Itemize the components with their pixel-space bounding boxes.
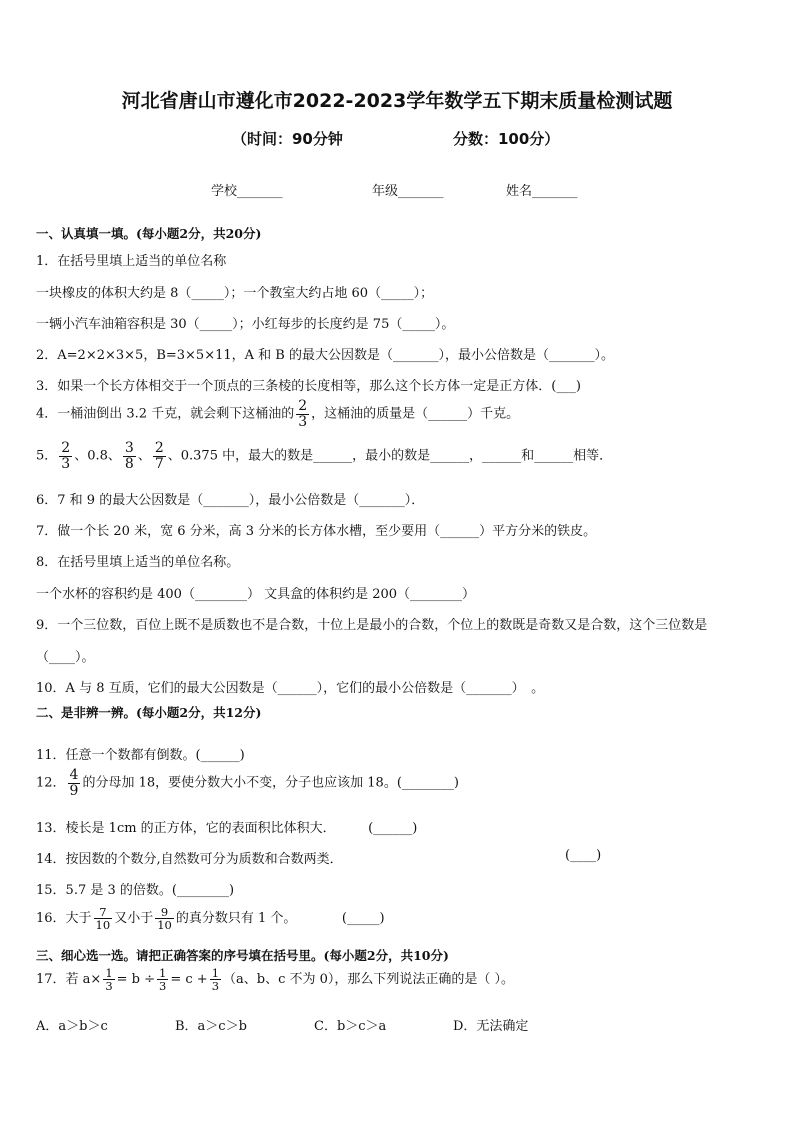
name-field: 姓名_______ (506, 184, 578, 199)
exam-time: （时间：90分钟 (232, 130, 343, 148)
fraction-four-ninths: $\frac{4}{9}$ (69, 767, 79, 799)
question-5-number: 5． (36, 448, 58, 464)
option-a: A．a＞b＞c (36, 1019, 108, 1034)
question-4 (36, 399, 519, 429)
question-16-text-mid: 又小于 (114, 911, 154, 927)
question-13: 13．棱长是 1cm 的正方体，它的表面积比体积大． (______) (36, 821, 418, 836)
exam-score: 分数：100分） (453, 130, 560, 148)
question-1: 1．在括号里填上适当的单位名称 (36, 254, 227, 269)
question-17-text: 17．若 a× (36, 972, 102, 988)
question-2: 2．A=2×2×3×5，B=3×5×11，A 和 B 的最大公因数是（_______），最小公倍数是（_______）。 (36, 348, 614, 363)
question-14: 14．按因数的个数分,自然数可分为质数和合数两类． (36, 852, 343, 867)
question-17 (36, 967, 514, 992)
question-16-text: 16．大于 (36, 911, 92, 927)
question-9b: （____）。 (36, 650, 95, 665)
question-16 (36, 906, 385, 931)
question-8: 8．在括号里填上适当的单位名称。 (36, 555, 240, 570)
fraction-nine-tenths: $\frac{9}{10}$ (157, 905, 172, 933)
question-1b: 一辆小汽车油箱容积是 30（_____）；小红每步的长度约是 75（_____）。 (36, 317, 455, 332)
question-4-text: 4．一桶油倒出 3.2 千克，就会剩下这桶油的 (36, 406, 295, 422)
fraction-seven-tenths: $\frac{7}{10}$ (95, 905, 111, 933)
option-c: C．b＞c＞a (314, 1019, 387, 1034)
fraction-one-third: $\frac{1}{3}$ (105, 966, 113, 994)
section-3-heading: 三、细心选一选。请把正确答案的序号填在括号里。(每小题2分，共10分) (36, 948, 449, 963)
question-5 (36, 441, 612, 471)
question-16-text-end: 的真分数只有 1 个。 (_____) (175, 911, 385, 927)
question-14-answer: (____) (565, 848, 602, 863)
fraction-two-thirds: $\frac{2}{3}$ (61, 440, 71, 472)
fraction-one-third: $\frac{1}{3}$ (159, 966, 167, 994)
question-5-text: 、0.8、 (74, 448, 121, 464)
school-field: 学校_______ (211, 184, 283, 199)
grade-field: 年级_______ (372, 184, 444, 199)
option-b: B．a＞c＞b (175, 1019, 247, 1034)
question-15: 15．5.7 是 3 的倍数。(________) (36, 883, 235, 898)
question-6: 6．7 和 9 的最大公因数是（_______），最小公倍数是（_______）． (36, 493, 425, 508)
question-9: 9．一个三位数，百位上既不是质数也不是合数，十位上是最小的合数，个位上的数既是奇数又是合数，这个三位数是 (36, 618, 708, 633)
question-4-text-end: ，这桶油的质量是（______）千克。 (311, 406, 520, 422)
option-d: D．无法确定 (453, 1019, 529, 1034)
question-12-number: 12． (36, 775, 66, 791)
section-1-heading: 一、认真填一填。(每小题2分，共20分) (36, 226, 262, 241)
question-17-text-end: （a、b、c 不为 0），那么下列说法正确的是（ ）。 (223, 972, 515, 988)
question-17-text-c: = c + (170, 972, 208, 988)
question-17-text-b: = b ÷ (116, 972, 156, 988)
question-7: 7．做一个长 20 米，宽 6 分米，高 3 分米的长方体水槽，至少要用（______）平方分米的铁皮。 (36, 524, 597, 539)
exam-title: 河北省唐山市遵化市2022-2023学年数学五下期末质量检测试题 (121, 90, 673, 112)
question-1a: 一块橡皮的体积大约是 8（_____）；一个教室大约占地 60（_____）； (36, 286, 434, 301)
section-2-heading: 二、是非辨一辨。(每小题2分，共12分) (36, 705, 262, 720)
question-10: 10．A 与 8 互质，它们的最大公因数是（______），它们的最小公倍数是（_______） 。 (36, 681, 545, 696)
question-12 (36, 768, 459, 798)
question-3: 3．如果一个长方体相交于一个顶点的三条棱的长度相等，那么这个长方体一定是正方体．(___) (36, 379, 581, 394)
question-11: 11．任意一个数都有倒数。(______) (36, 748, 245, 763)
question-5-text-end: 、0.375 中，最大的数是______，最小的数是______，______和______相等． (167, 448, 613, 464)
fraction-two-thirds: $\frac{2}{3}$ (298, 398, 308, 430)
question-5-separator: 、 (137, 448, 151, 464)
question-8a: 一个水杯的容积约是 400（________） 文具盒的体积约是 200（________） (36, 587, 476, 602)
fraction-three-eighths: $\frac{3}{8}$ (124, 440, 134, 472)
question-12-text: 的分母加 18，要使分数大小不变，分子也应该加 18。(________) (82, 775, 459, 791)
fraction-one-third: $\frac{1}{3}$ (211, 966, 220, 994)
fraction-two-sevenths: $\frac{2}{7}$ (154, 440, 164, 472)
